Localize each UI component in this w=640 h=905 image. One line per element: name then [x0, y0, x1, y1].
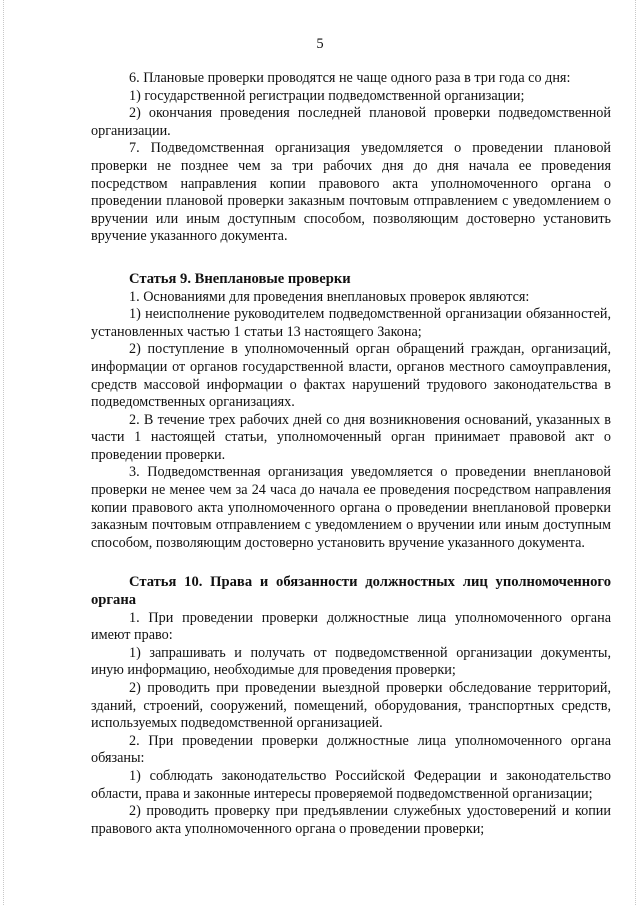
paragraph-10-2-1: 1) соблюдать законодательство Российской Федерации и законодательство области, права и законные интересы проверяемой подведомственной организации; — [91, 767, 611, 802]
paragraph-9-1-2: 2) поступление в уполномоченный орган обращений граждан, организаций, информации от органов государственной власти, органов местного самоуправления, средств массовой информации о фактах нарушений трудового законодательства в подведомственных организациях. — [91, 341, 611, 411]
paragraph-10-1-1: 1) запрашивать и получать от подведомственной организации документы, иную информацию, необходимые для проведения проверки; — [91, 644, 611, 679]
paragraph-10-1-2: 2) проводить при проведении выездной проверки обследование территорий, зданий, строений, сооружений, помещений, оборудования, транспортных средств, используемых подведомственной организацией. — [91, 680, 611, 732]
paragraph-10-2-2: 2) проводить проверку при предъявлении служебных удостоверений и копии правового акта уполномоченного органа о проведении проверки; — [91, 803, 611, 837]
paragraph-9-1: 1. Основаниями для проведения внеплановых проверок являются: — [129, 288, 530, 305]
page-edge-right — [635, 0, 637, 905]
document-body — [91, 70, 611, 838]
paragraph-8-6-1: 1) государственной регистрации подведомственной организации; — [129, 87, 525, 104]
paragraph-10-2: 2. При проведении проверки должностные лица уполномоченного органа обязаны: — [91, 732, 611, 767]
paragraph-9-3: 3. Подведомственная организация уведомляется о проведении внеплановой проверки не менее чем за 24 часа до начала ее проведения посредством направления копии правового акта уполномоченного органа о проведении внеплановой проверки заказным почтовым отправлением с уведомлением о вручении или иным доступным способом, позволяющим достоверно установить вручение указанного документа. — [91, 464, 611, 551]
paragraph-8-6-2: 2) окончания проведения последней плановой проверки подведомственной организации. — [91, 105, 611, 139]
paragraph-8-6: 6. Плановые проверки проводятся не чаще одного раза в три года со дня: — [129, 70, 571, 86]
paragraph-8-7: 7. Подведомственная организация уведомляется о проведении плановой проверки не позднее чем за три рабочих дня до дня начала ее проведения посредством направления копии правового акта уполномоченного органа о проведении плановой проверки заказным почтовым отправлением с уведомлением о вручении или иным доступным способом, позволяющим достоверно установить вручение указанного документа. — [91, 140, 611, 245]
article-9-heading: Статья 9. Внеплановые проверки — [129, 270, 351, 287]
paragraph-9-1-1: 1) неисполнение руководителем подведомственной организации обязанностей, установленных частью 1 статьи 13 настоящего Закона; — [91, 306, 611, 340]
page-edge-left — [3, 0, 5, 905]
paragraph-9-2: 2. В течение трех рабочих дней со дня возникновения оснований, указанных в части 1 настоящей статьи, уполномоченный орган принимает правовой акт о проведении проверки. — [91, 411, 611, 463]
article-10-heading: Статья 10. Права и обязанности должностных лиц уполномоченного органа — [91, 574, 611, 609]
paragraph-10-1: 1. При проведении проверки должностные лица уполномоченного органа имеют право: — [91, 609, 611, 644]
page-number: 5 — [316, 36, 324, 52]
